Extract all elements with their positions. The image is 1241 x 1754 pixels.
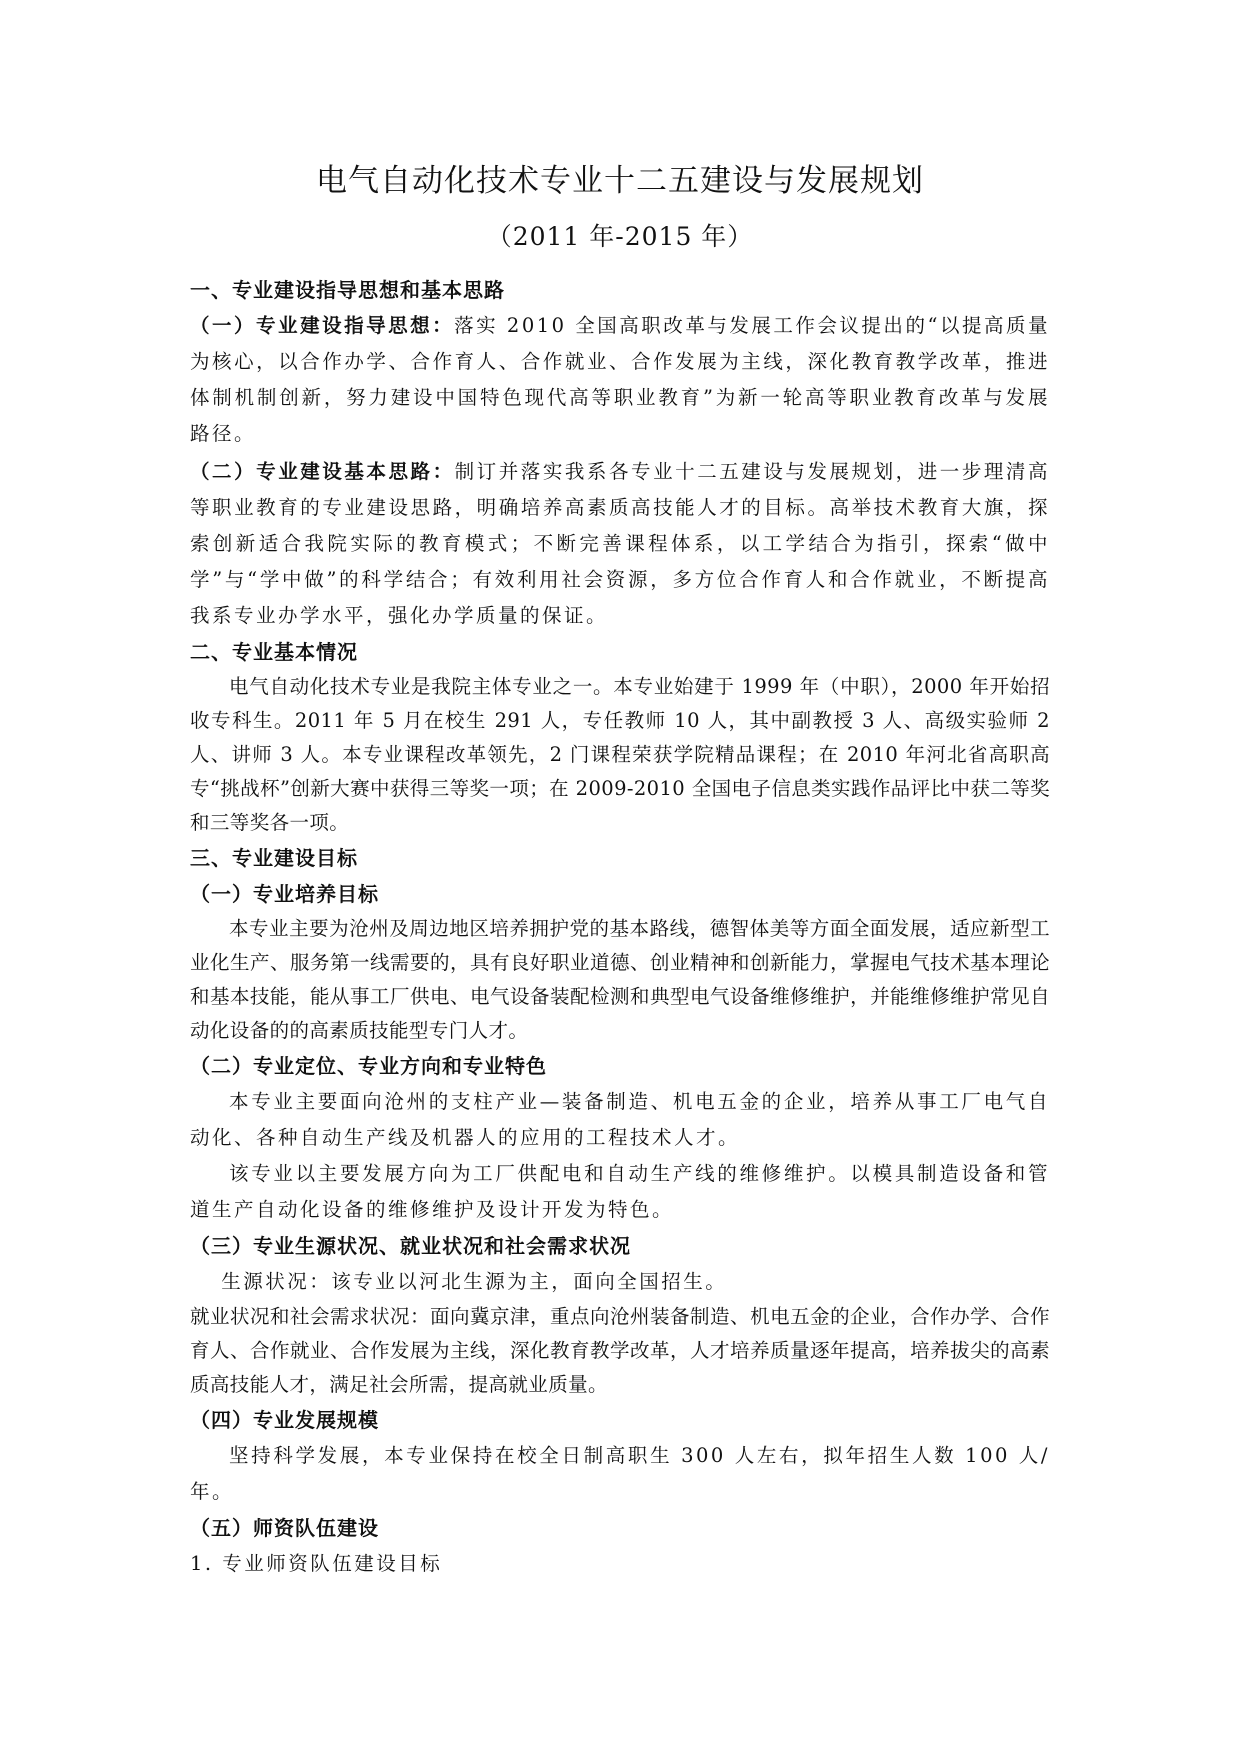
paragraph-basic-situation: 电气自动化技术专业是我院主体专业之一。本专业始建于 1999 年（中职），2000 年开始招收专科生。2011 年 5 月在校生 291 人，专任教师 10 人，其中副教授 3 人、高级实验师 2 人、讲师 3 人。本专业课程改革领先，2 门课程荣获学院精品课程；在 2010 年河北省高职高专“挑战杯”创新大赛中获得三等奖一项；在 2009-2010 全国电子信息类实践作品评比中获二等奖和三等奖各一项。	[190, 675, 1050, 834]
subsection-heading-positioning: （二）专业定位、专业方向和专业特色	[190, 1054, 547, 1078]
paragraph-text: 制订并落实我系各专业十二五建设与发展规划，进一步理清高等职业教育的专业建设思路，明确培养高素质高技能人才的目标。高举技术教育大旗，探索创新适合我院实际的教育模式；不断完善课程体系，以工学结合为指引，探索“做中学”与“学中做”的科学结合；有效利用社会资源，多方位合作育人和合作就业，不断提高我系专业办学水平，强化办学质量的保证。	[190, 460, 1050, 627]
paragraph-student-source: 生源状况：该专业以河北生源为主，面向全国招生。	[221, 1270, 728, 1293]
paragraph-scale: 坚持科学发展，本专业保持在校全日制高职生 300 人左右，拟年招生人数 100 人/年。	[190, 1444, 1050, 1503]
section-heading-3: 三、专业建设目标	[190, 846, 358, 870]
paragraph-faculty-goal: 1. 专业师资队伍建设目标	[190, 1552, 443, 1575]
section-heading-1: 一、专业建设指导思想和基本思路	[190, 278, 505, 302]
paragraph-training-goal: 本专业主要为沧州及周边地区培养拥护党的基本路线，德智体美等方面全面发展，适应新型工业化生产、服务第一线需要的，具有良好职业道德、创业精神和创新能力，掌握电气技术基本理论和基本技能，能从事工厂供电、电气设备装配检测和典型电气设备维修维护，并能维修维护常见自动化设备的的高素质技能型专门人才。	[190, 917, 1050, 1042]
paragraph-positioning-2: 该专业以主要发展方向为工厂供配电和自动生产线的维修维护。以模具制造设备和管道生产自动化设备的维修维护及设计开发为特色。	[190, 1162, 1050, 1221]
paragraph-guiding-ideology	[190, 308, 1050, 452]
document-body	[190, 158, 1050, 1582]
paragraph-lead: （一）专业建设指导思想：	[190, 314, 455, 337]
document-title: 电气自动化技术专业十二五建设与发展规划	[316, 163, 924, 199]
subsection-heading-scale: （四）专业发展规模	[190, 1408, 379, 1432]
paragraph-basic-approach	[190, 454, 1050, 634]
section-heading-2: 二、专业基本情况	[190, 640, 358, 664]
subsection-heading-demand: （三）专业生源状况、就业状况和社会需求状况	[190, 1234, 631, 1258]
paragraph-lead: （二）专业建设基本思路：	[190, 460, 455, 483]
subsection-heading-faculty: （五）师资队伍建设	[190, 1516, 379, 1540]
paragraph-positioning-1: 本专业主要面向沧州的支柱产业—装备制造、机电五金的企业，培养从事工厂电气自动化、各种自动生产线及机器人的应用的工程技术人才。	[190, 1090, 1050, 1149]
subsection-heading-training-goal: （一）专业培养目标	[190, 882, 379, 906]
paragraph-text: 落实 2010 全国高职改革与发展工作会议提出的“以提高质量为核心，以合作办学、合作育人、合作就业、合作发展为主线，深化教育教学改革，推进体制机制创新，努力建设中国特色现代高等职业教育”为新一轮高等职业教育改革与发展路径。	[190, 314, 1050, 445]
document-subtitle: （2011 年-2015 年）	[486, 222, 754, 251]
paragraph-employment: 就业状况和社会需求状况：面向冀京津，重点向沧州装备制造、机电五金的企业，合作办学、合作育人、合作就业、合作发展为主线，深化教育教学改革，人才培养质量逐年提高，培养拔尖的高素质高技能人才，满足社会所需，提高就业质量。	[190, 1305, 1050, 1396]
